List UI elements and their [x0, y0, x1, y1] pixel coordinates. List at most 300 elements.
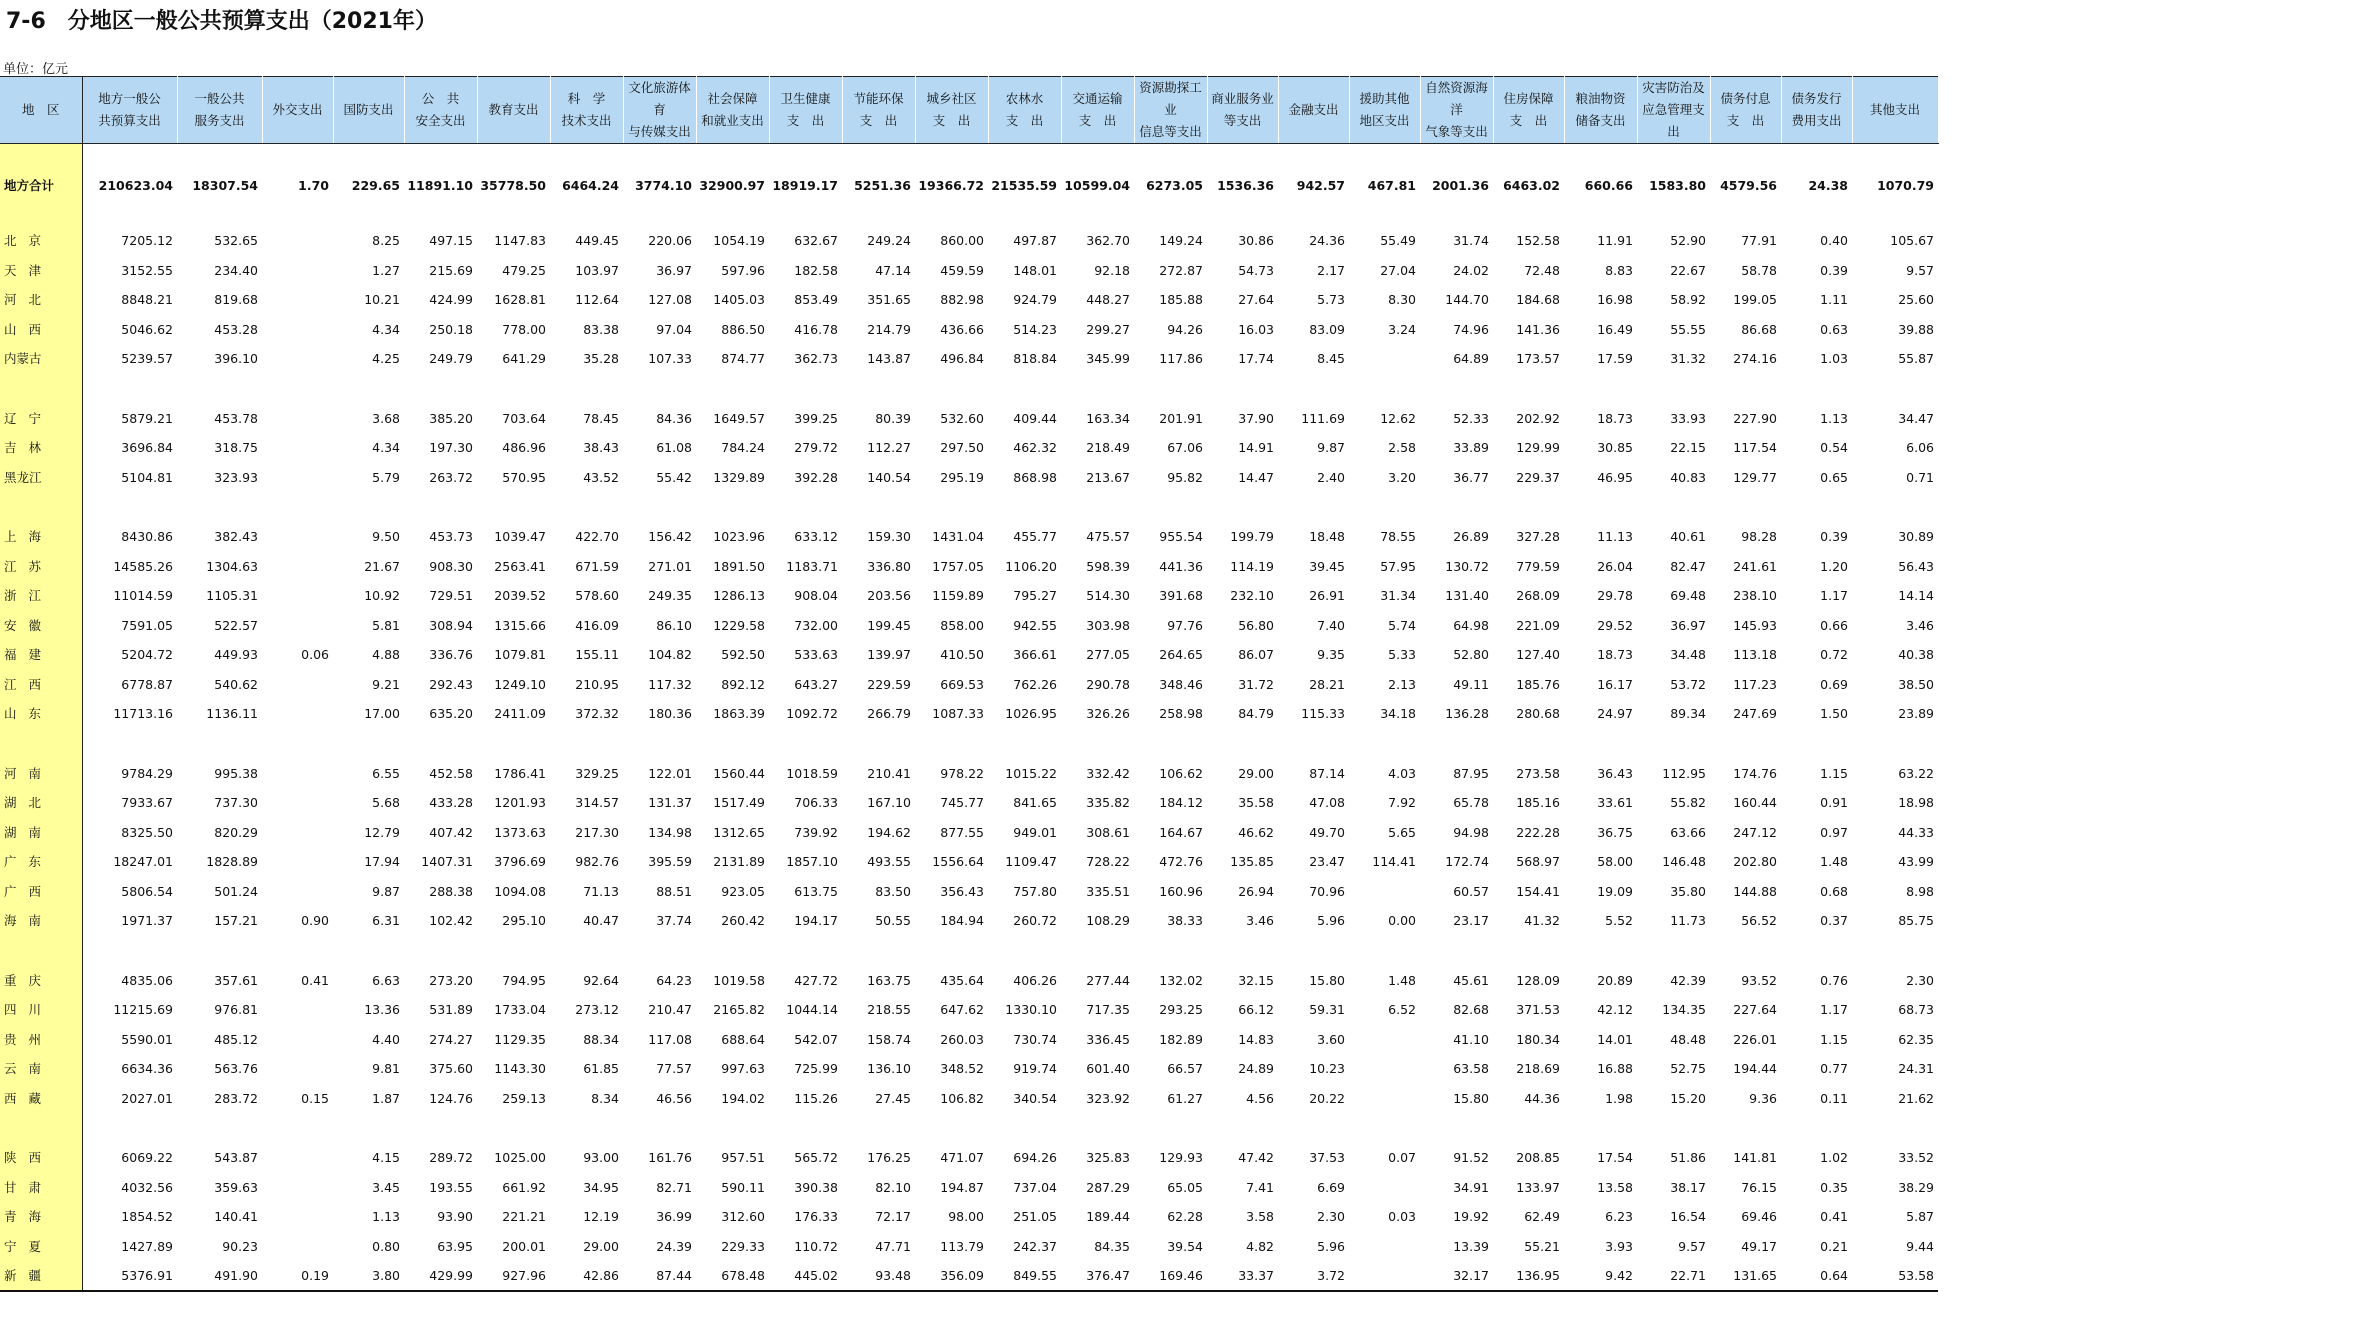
value-cell — [1349, 1084, 1420, 1114]
value-cell: 154.41 — [1516, 883, 1560, 899]
value-cell: 1286.13 — [713, 588, 765, 603]
region-name: 天津 — [0, 256, 82, 286]
value-cell: 9.42 — [1564, 1262, 1637, 1292]
value-cell: 632.67 — [794, 233, 838, 248]
value-cell: 8430.86 — [121, 529, 173, 544]
value-cell: 274.16 — [1733, 351, 1777, 366]
value-cell: 568.97 — [1516, 854, 1560, 869]
value-cell: 422.70 — [575, 529, 619, 544]
value-cell: 111.69 — [1301, 410, 1345, 426]
value-cell: 5104.81 — [121, 469, 173, 485]
region-name: 黑龙江 — [0, 463, 82, 493]
value-cell: 16.03 — [1238, 321, 1274, 337]
value-cell: 70.96 — [1309, 883, 1345, 899]
value-cell: 184.68 — [1516, 292, 1560, 307]
value-cell: 445.02 — [769, 1262, 842, 1292]
value-cell: 1039.47 — [494, 529, 546, 544]
value-cell — [1349, 1262, 1420, 1292]
value-cell: 146.48 — [1662, 854, 1706, 869]
value-cell: 522.57 — [214, 617, 258, 633]
value-cell — [262, 789, 333, 819]
value-cell: 65.05 — [1167, 1179, 1203, 1195]
value-cell: 229.33 — [721, 1238, 765, 1254]
value-cell: 13.58 — [1597, 1179, 1633, 1195]
value-cell: 63.66 — [1670, 824, 1706, 840]
value-cell: 106.82 — [940, 1090, 984, 1106]
value-cell: 10.92 — [364, 588, 400, 603]
value-cell: 76.15 — [1741, 1179, 1777, 1195]
value-cell: 24.02 — [1453, 262, 1489, 278]
value-cell: 3.46 — [1246, 913, 1274, 928]
value-cell: 32900.97 — [699, 178, 765, 194]
value-cell: 11215.69 — [113, 1002, 173, 1017]
value-cell: 841.65 — [1013, 795, 1057, 810]
value-cell: 1147.83 — [494, 233, 546, 248]
value-cell: 0.63 — [1820, 321, 1848, 337]
value-cell: 72.17 — [875, 1209, 911, 1224]
value-cell: 5204.72 — [121, 647, 173, 662]
value-cell: 3.72 — [1278, 1262, 1349, 1292]
value-cell: 2001.36 — [1432, 178, 1489, 194]
value-cell: 49.11 — [1453, 676, 1489, 692]
region-name: 西藏 — [0, 1084, 82, 1114]
value-cell: 497.87 — [1013, 233, 1057, 248]
value-cell: 452.58 — [429, 765, 473, 781]
value-cell: 3.93 — [1605, 1238, 1633, 1254]
value-cell: 1560.44 — [713, 765, 765, 781]
value-cell: 0.71 — [1906, 469, 1934, 485]
budget-table — [0, 76, 1939, 1292]
value-cell: 87.95 — [1453, 765, 1489, 781]
value-cell: 1.50 — [1820, 706, 1848, 721]
value-cell: 8.30 — [1388, 292, 1416, 307]
value-cell: 160.44 — [1733, 795, 1777, 810]
table-row — [0, 1262, 1938, 1292]
value-cell: 732.00 — [794, 617, 838, 633]
value-cell: 356.09 — [915, 1262, 988, 1292]
value-cell: 16.49 — [1597, 321, 1633, 337]
value-cell: 194.02 — [721, 1090, 765, 1106]
value-cell: 725.99 — [794, 1061, 838, 1076]
value-cell: 5239.57 — [121, 351, 173, 366]
header-col: 金融支出 — [1278, 77, 1349, 144]
table-row — [0, 641, 1938, 671]
value-cell: 1159.89 — [932, 588, 984, 603]
table-row — [0, 256, 1938, 286]
value-cell: 0.77 — [1820, 1061, 1848, 1076]
value-cell: 372.32 — [575, 706, 619, 721]
value-cell: 33.37 — [1207, 1262, 1278, 1292]
value-cell: 18.73 — [1597, 410, 1633, 426]
value-cell: 949.01 — [1013, 824, 1057, 840]
value-cell: 479.25 — [502, 262, 546, 278]
value-cell: 135.85 — [1230, 854, 1274, 869]
value-cell: 976.81 — [214, 1002, 258, 1017]
value-cell: 335.51 — [1086, 883, 1130, 899]
value-cell: 1183.71 — [786, 558, 838, 574]
spacer-row — [0, 729, 1938, 759]
table-row — [0, 345, 1938, 375]
value-cell: 20.22 — [1309, 1090, 1345, 1106]
value-cell: 376.47 — [1061, 1262, 1134, 1292]
value-cell: 392.28 — [794, 469, 838, 485]
value-cell: 7.92 — [1388, 795, 1416, 810]
value-cell: 41.10 — [1453, 1031, 1489, 1047]
value-cell: 167.10 — [867, 795, 911, 810]
value-cell: 53.58 — [1852, 1262, 1938, 1292]
value-cell: 540.62 — [214, 676, 258, 692]
value-cell: 449.45 — [575, 233, 619, 248]
value-cell: 182.89 — [1159, 1031, 1203, 1047]
value-cell: 0.80 — [372, 1238, 400, 1254]
value-cell: 882.98 — [940, 292, 984, 307]
value-cell: 1330.10 — [1005, 1002, 1057, 1017]
value-cell: 182.58 — [794, 262, 838, 278]
value-cell: 0.37 — [1820, 913, 1848, 928]
value-cell: 1828.89 — [206, 854, 258, 869]
value-cell: 853.49 — [794, 292, 838, 307]
value-cell: 11.91 — [1597, 233, 1633, 248]
value-cell: 1863.39 — [713, 706, 765, 721]
value-cell: 32.17 — [1420, 1262, 1493, 1292]
value-cell: 336.45 — [1086, 1031, 1130, 1047]
region-name: 陕西 — [0, 1144, 82, 1174]
value-cell: 36.77 — [1453, 469, 1489, 485]
value-cell: 1070.79 — [1877, 178, 1934, 194]
value-cell: 159.30 — [867, 529, 911, 544]
value-cell: 17.74 — [1238, 351, 1274, 366]
value-cell: 288.38 — [429, 883, 473, 899]
value-cell: 22.15 — [1670, 440, 1706, 455]
value-cell: 17.94 — [364, 854, 400, 869]
table-row — [0, 523, 1938, 553]
value-cell: 106.62 — [1159, 765, 1203, 781]
value-cell: 18247.01 — [113, 854, 173, 869]
value-cell: 5.96 — [1317, 913, 1345, 928]
spacer-row — [0, 493, 1938, 523]
region-name: 山西 — [0, 315, 82, 345]
header-col: 一般公共 服务支出 — [177, 77, 262, 144]
value-cell: 229.37 — [1516, 469, 1560, 485]
value-cell: 47.08 — [1309, 795, 1345, 810]
value-cell: 737.30 — [214, 795, 258, 810]
value-cell: 1044.14 — [786, 1002, 838, 1017]
value-cell: 103.97 — [575, 262, 619, 278]
value-cell: 6.52 — [1388, 1002, 1416, 1017]
value-cell: 136.28 — [1445, 706, 1489, 721]
value-cell: 140.54 — [867, 469, 911, 485]
value-cell: 83.50 — [875, 883, 911, 899]
value-cell: 247.12 — [1733, 824, 1777, 840]
value-cell: 351.65 — [867, 292, 911, 307]
value-cell: 249.35 — [648, 588, 692, 603]
value-cell: 107.33 — [648, 351, 692, 366]
value-cell: 35778.50 — [480, 178, 546, 194]
value-cell: 4835.06 — [121, 972, 173, 988]
value-cell: 61.85 — [583, 1061, 619, 1076]
value-cell: 0.41 — [301, 972, 329, 988]
value-cell: 134.35 — [1662, 1002, 1706, 1017]
value-cell: 0.54 — [1820, 440, 1848, 455]
value-cell: 997.63 — [721, 1061, 765, 1076]
value-cell: 318.75 — [214, 440, 258, 455]
value-cell: 25.60 — [1898, 292, 1934, 307]
value-cell: 9.87 — [372, 883, 400, 899]
value-cell: 459.59 — [940, 262, 984, 278]
value-cell: 1517.49 — [713, 795, 765, 810]
value-cell: 22.71 — [1637, 1262, 1710, 1292]
value-cell: 348.52 — [940, 1061, 984, 1076]
value-cell: 87.14 — [1309, 765, 1345, 781]
value-cell: 1405.03 — [713, 292, 765, 307]
value-cell: 1.70 — [298, 178, 329, 194]
value-cell: 924.79 — [1013, 292, 1057, 307]
value-cell: 287.29 — [1086, 1179, 1130, 1195]
value-cell: 433.28 — [429, 795, 473, 810]
value-cell: 72.48 — [1524, 262, 1560, 278]
value-cell: 39.88 — [1898, 321, 1934, 337]
value-cell: 144.70 — [1445, 292, 1489, 307]
value-cell: 82.68 — [1453, 1002, 1489, 1017]
value-cell: 11.73 — [1670, 913, 1706, 928]
value-cell: 242.37 — [1013, 1238, 1057, 1254]
header-col: 国防支出 — [333, 77, 404, 144]
value-cell: 34.48 — [1670, 647, 1706, 662]
value-cell: 34.95 — [583, 1179, 619, 1195]
value-cell — [262, 1173, 333, 1203]
value-cell: 40.38 — [1898, 647, 1934, 662]
value-cell: 11014.59 — [113, 588, 173, 603]
value-cell: 3696.84 — [121, 440, 173, 455]
value-cell: 2131.89 — [713, 854, 765, 869]
value-cell: 886.50 — [721, 321, 765, 337]
value-cell: 283.72 — [214, 1090, 258, 1106]
value-cell: 308.94 — [429, 617, 473, 633]
value-cell: 1087.33 — [932, 706, 984, 721]
value-cell: 97.04 — [656, 321, 692, 337]
value-cell: 23.47 — [1309, 854, 1345, 869]
value-cell: 849.55 — [988, 1262, 1061, 1292]
value-cell: 104.82 — [648, 647, 692, 662]
value-cell: 0.19 — [262, 1262, 333, 1292]
table-row — [0, 1203, 1938, 1233]
value-cell: 919.74 — [1013, 1061, 1057, 1076]
value-cell: 176.25 — [867, 1150, 911, 1165]
value-cell: 36.43 — [1597, 765, 1633, 781]
value-cell: 54.73 — [1238, 262, 1274, 278]
value-cell: 1757.05 — [932, 558, 984, 574]
value-cell: 33.52 — [1898, 1150, 1934, 1165]
value-cell: 11.13 — [1597, 529, 1633, 544]
value-cell: 46.95 — [1597, 469, 1633, 485]
value-cell: 448.27 — [1086, 292, 1130, 307]
value-cell: 44.33 — [1898, 824, 1934, 840]
value-cell: 5590.01 — [121, 1031, 173, 1047]
value-cell — [262, 523, 333, 553]
value-cell: 227.90 — [1733, 410, 1777, 426]
value-cell: 36.97 — [1670, 617, 1706, 633]
value-cell: 272.87 — [1159, 262, 1203, 278]
table-row — [0, 670, 1938, 700]
value-cell: 371.53 — [1516, 1002, 1560, 1017]
value-cell: 51.86 — [1670, 1150, 1706, 1165]
value-cell — [262, 759, 333, 789]
value-cell: 33.89 — [1453, 440, 1489, 455]
value-cell: 3.60 — [1317, 1031, 1345, 1047]
header-col: 资源勘探工业 信息等支出 — [1134, 77, 1207, 144]
table-row — [0, 848, 1938, 878]
value-cell: 93.48 — [842, 1262, 915, 1292]
value-cell: 57.95 — [1380, 558, 1416, 574]
value-cell: 1.87 — [372, 1090, 400, 1106]
value-cell: 4.34 — [372, 440, 400, 455]
value-cell: 26.94 — [1238, 883, 1274, 899]
table-row — [0, 996, 1938, 1026]
value-cell: 35.28 — [583, 351, 619, 366]
value-cell: 3.68 — [372, 410, 400, 426]
value-cell: 303.98 — [1086, 617, 1130, 633]
value-cell: 199.05 — [1733, 292, 1777, 307]
value-cell: 3.58 — [1246, 1209, 1274, 1224]
value-cell: 395.59 — [648, 854, 692, 869]
value-cell: 277.05 — [1086, 647, 1130, 662]
table-row — [0, 1232, 1938, 1262]
value-cell: 117.54 — [1733, 440, 1777, 455]
value-cell: 706.33 — [794, 795, 838, 810]
value-cell: 717.35 — [1086, 1002, 1130, 1017]
value-cell — [262, 818, 333, 848]
value-cell: 12.62 — [1380, 410, 1416, 426]
value-cell: 9.50 — [372, 529, 400, 544]
value-cell: 86.10 — [656, 617, 692, 633]
value-cell: 1649.57 — [713, 410, 765, 426]
value-cell: 8848.21 — [121, 292, 173, 307]
value-cell: 17.54 — [1597, 1150, 1633, 1165]
value-cell: 250.18 — [429, 321, 473, 337]
value-cell: 6069.22 — [121, 1150, 173, 1165]
value-cell: 9.44 — [1906, 1238, 1934, 1254]
value-cell: 23.17 — [1453, 913, 1489, 928]
value-cell: 31.34 — [1380, 588, 1416, 603]
value-cell: 74.96 — [1453, 321, 1489, 337]
value-cell: 220.06 — [648, 233, 692, 248]
value-cell: 362.70 — [1086, 233, 1130, 248]
value-cell — [262, 1144, 333, 1174]
value-cell: 40.83 — [1670, 469, 1706, 485]
value-cell: 858.00 — [940, 617, 984, 633]
value-cell: 467.81 — [1367, 178, 1416, 194]
value-cell: 174.76 — [1733, 765, 1777, 781]
value-cell: 5.87 — [1906, 1209, 1934, 1224]
value-cell: 158.74 — [867, 1031, 911, 1047]
value-cell: 108.29 — [1086, 913, 1130, 928]
table-header — [0, 77, 1938, 144]
value-cell: 299.27 — [1086, 321, 1130, 337]
value-cell — [1349, 345, 1420, 375]
value-cell: 39.45 — [1309, 558, 1345, 574]
value-cell: 5251.36 — [854, 178, 911, 194]
value-cell: 592.50 — [721, 647, 765, 662]
value-cell — [262, 345, 333, 375]
value-cell: 12.79 — [364, 824, 400, 840]
value-cell: 0.03 — [1388, 1209, 1416, 1224]
value-cell: 877.55 — [940, 824, 984, 840]
value-cell: 688.64 — [721, 1031, 765, 1047]
value-cell: 210623.04 — [98, 178, 173, 194]
value-cell: 0.15 — [301, 1090, 329, 1106]
value-cell: 3796.69 — [494, 854, 546, 869]
value-cell: 42.86 — [550, 1262, 623, 1292]
value-cell: 218.49 — [1086, 440, 1130, 455]
value-cell: 88.51 — [656, 883, 692, 899]
value-cell: 336.76 — [429, 647, 473, 662]
header-col: 外交支出 — [262, 77, 333, 144]
value-cell: 85.75 — [1898, 913, 1934, 928]
value-cell: 2.13 — [1388, 676, 1416, 692]
value-cell: 94.26 — [1167, 321, 1203, 337]
value-cell: 30.85 — [1597, 440, 1633, 455]
value-cell — [262, 434, 333, 464]
value-cell: 61.27 — [1167, 1090, 1203, 1106]
value-cell: 1229.58 — [713, 617, 765, 633]
value-cell: 0.72 — [1820, 647, 1848, 662]
value-cell: 210.47 — [648, 1002, 692, 1017]
value-cell: 49.17 — [1741, 1238, 1777, 1254]
value-cell: 2.40 — [1317, 469, 1345, 485]
value-cell: 17.00 — [364, 706, 400, 721]
value-cell: 19366.72 — [918, 178, 984, 194]
value-cell: 17.59 — [1597, 351, 1633, 366]
value-cell: 128.09 — [1516, 972, 1560, 988]
value-cell: 794.95 — [502, 972, 546, 988]
value-cell: 83.38 — [583, 321, 619, 337]
value-cell: 5.81 — [372, 617, 400, 633]
value-cell: 1315.66 — [494, 617, 546, 633]
value-cell: 112.95 — [1662, 765, 1706, 781]
value-cell: 36.97 — [656, 262, 692, 278]
region-name: 河北 — [0, 286, 82, 316]
value-cell: 36.75 — [1597, 824, 1633, 840]
value-cell: 64.23 — [656, 972, 692, 988]
value-cell: 140.41 — [214, 1209, 258, 1224]
value-cell: 10.21 — [364, 292, 400, 307]
value-cell: 124.76 — [429, 1090, 473, 1106]
value-cell: 176.33 — [794, 1209, 838, 1224]
value-cell: 62.28 — [1167, 1209, 1203, 1224]
value-cell: 5879.21 — [121, 410, 173, 426]
value-cell: 3.80 — [333, 1262, 404, 1292]
value-cell: 69.46 — [1741, 1209, 1777, 1224]
value-cell: 210.95 — [575, 676, 619, 692]
value-cell: 149.24 — [1159, 233, 1203, 248]
value-cell: 462.32 — [1013, 440, 1057, 455]
value-cell: 745.77 — [940, 795, 984, 810]
region-name: 吉林 — [0, 434, 82, 464]
value-cell: 31.74 — [1453, 233, 1489, 248]
table-row — [0, 907, 1938, 937]
value-cell: 71.13 — [583, 883, 619, 899]
value-cell: 1.17 — [1820, 588, 1848, 603]
value-cell: 1092.72 — [786, 706, 838, 721]
value-cell: 908.04 — [794, 588, 838, 603]
table-row — [0, 700, 1938, 730]
value-cell: 597.96 — [721, 262, 765, 278]
value-cell: 868.98 — [1013, 469, 1057, 485]
value-cell: 60.57 — [1453, 883, 1489, 899]
value-cell: 28.21 — [1309, 676, 1345, 692]
value-cell: 3.46 — [1906, 617, 1934, 633]
header-col: 卫生健康 支 出 — [769, 77, 842, 144]
